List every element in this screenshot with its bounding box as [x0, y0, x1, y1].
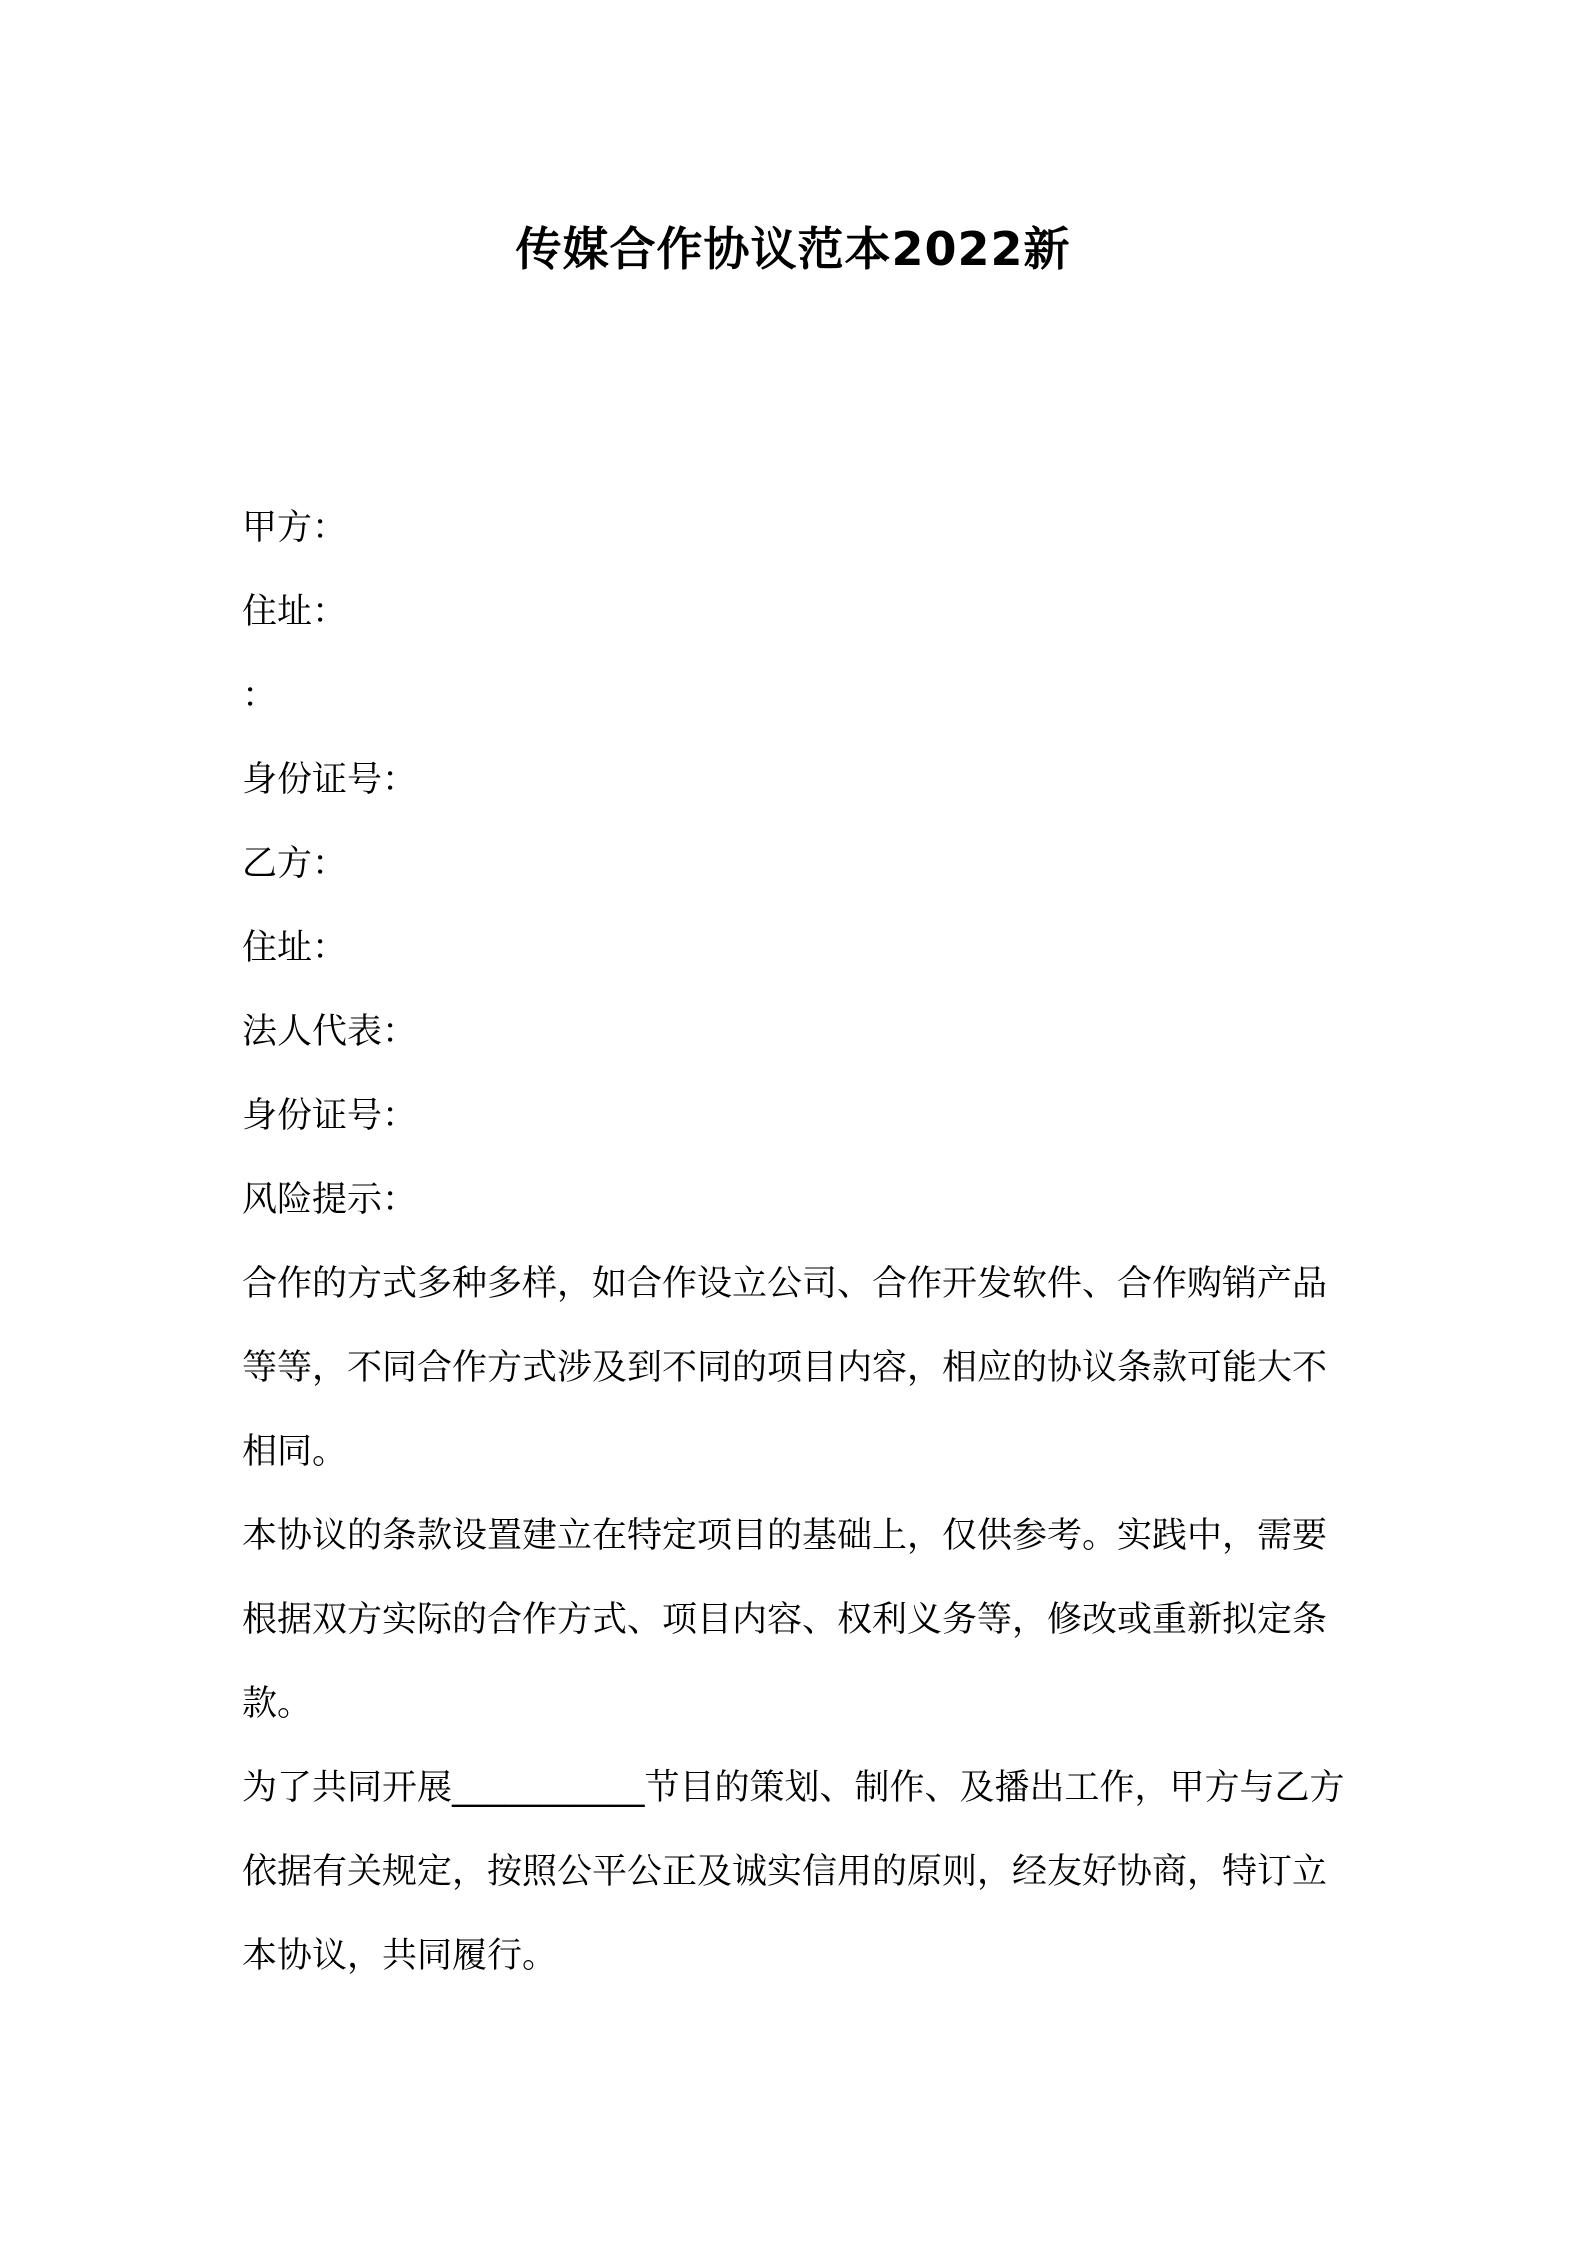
risk-heading: 风险提示： — [242, 1180, 418, 1220]
party-b-field: 乙方： — [242, 844, 348, 884]
risk-paragraph-2: 本协议的条款设置建立在特定项目的基础上，仅供参考。实践中，需要根据双方实际的合作方式、项目内容、权利义务等，修改或重新拟定条款。 — [242, 1516, 1328, 1724]
party-b-id-field: 身份证号： — [242, 1096, 418, 1136]
preamble-paragraph: 为了共同开展___________节目的策划、制作、及播出工作，甲方与乙方依据有关规定，按照公平公正及诚实信用的原则，经友好协商，特订立本协议，共同履行。 — [242, 1768, 1345, 1976]
blank-field: ： — [242, 676, 278, 716]
document-body — [242, 486, 1352, 1998]
party-a-id-field: 身份证号： — [242, 760, 418, 800]
party-a-address-field: 住址： — [242, 592, 348, 632]
party-b-legal-rep-field: 法人代表： — [242, 1012, 418, 1052]
risk-paragraph-1: 合作的方式多种多样，如合作设立公司、合作开发软件、合作购销产品等等，不同合作方式涉及到不同的项目内容，相应的协议条款可能大不相同。 — [242, 1264, 1328, 1472]
party-a-field: 甲方： — [242, 508, 348, 548]
document-title: 传媒合作协议范本2022新 — [515, 222, 1071, 276]
party-b-address-field: 住址： — [242, 928, 348, 968]
